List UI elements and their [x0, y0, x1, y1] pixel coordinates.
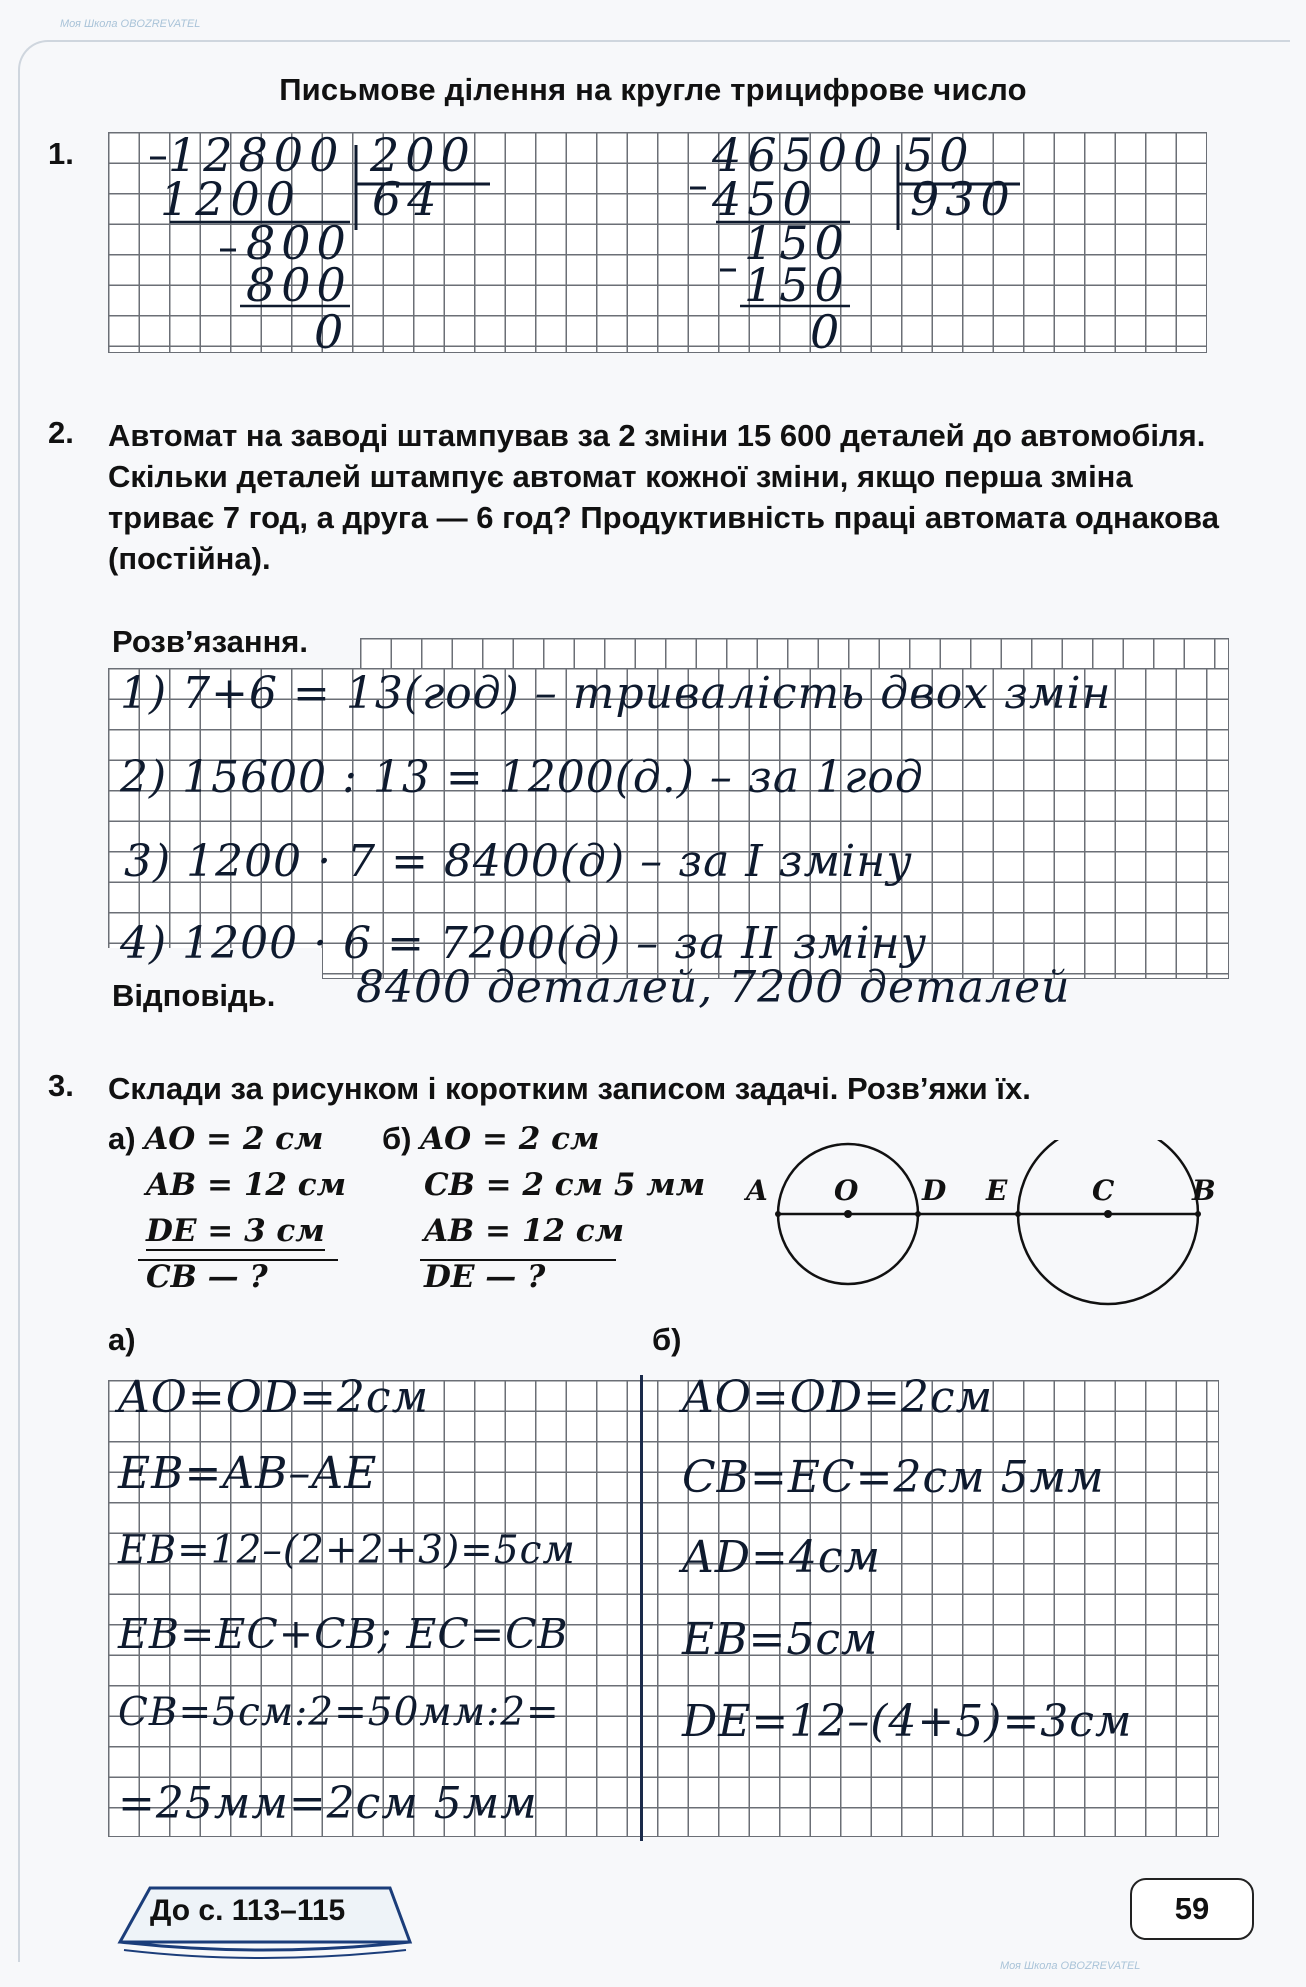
sub1-a: 1200 [160, 172, 302, 226]
quotient-b: 930 [910, 172, 1016, 226]
divisor-b: 50 [904, 128, 975, 182]
condition-a-line-1: AO = 2 см [144, 1121, 324, 1157]
solution-a-line-6: =25мм=2см 5мм [118, 1778, 538, 1829]
task2-text: Автомат на заводі штампував за 2 зміни 15 600 деталей до автомобіля. Скільки деталей штампує автомат кожної зміни, якщо перша зміна триває 7 год, а друга — 6 год? Продуктивність праці автомата однакова (постійна). [108, 418, 1219, 576]
solution-step-1: 1) 7+6 = 13(год) – тривалість двох змін [120, 668, 1112, 719]
rem1-b: 150 [744, 216, 850, 270]
solution-b-line-4: EB=5см [682, 1614, 879, 1665]
rem2-a: 0 [314, 305, 350, 359]
solution-a-line-5: CB=5см:2=50мм:2= [118, 1690, 560, 1735]
solution-b-line-1: AO=OD=2см [682, 1372, 994, 1423]
point-a-label: A [746, 1174, 768, 1207]
solution-b-label: б) [652, 1322, 682, 1357]
page-title: Письмове ділення на кругле трицифрове число [279, 72, 1027, 107]
solution-label: Розв’язання. [112, 624, 308, 659]
solution-b-line-2: CB=EC=2см 5мм [682, 1452, 1105, 1503]
point-e-label: E [986, 1174, 1008, 1207]
condition-b-line-1: AO = 2 см [420, 1121, 600, 1157]
condition-a-line-2: AB = 12 см [146, 1167, 347, 1203]
task2-grid-top [360, 638, 1229, 670]
sub1-b: 450 [712, 172, 818, 226]
sub2-a: 800 [246, 258, 352, 312]
page-number: 59 [1130, 1878, 1254, 1940]
point-d-label: D [922, 1174, 947, 1207]
divisor-a: 200 [370, 128, 476, 182]
condition-a-line-4: CB — ? [146, 1259, 268, 1295]
circles-diagram [730, 1140, 1250, 1320]
condition-a-line-3: DE = 3 см [146, 1213, 325, 1249]
answer-label: Відповідь. [112, 978, 276, 1013]
solution-divider [640, 1375, 643, 1841]
task1-number: 1. [48, 136, 74, 171]
point-c-label: C [1092, 1174, 1115, 1207]
dividend-b: 46500 [712, 128, 889, 182]
condition-b-label: б) [382, 1121, 412, 1156]
solution-step-2: 2) 15600 : 13 = 1200(д.) – за 1год [120, 752, 924, 803]
solution-a-line-3: EB=12–(2+2+3)=5см [118, 1528, 576, 1573]
point-o-label: O [834, 1174, 859, 1207]
point-b-label: B [1192, 1174, 1216, 1207]
division-lines-b [680, 140, 1040, 350]
answer-value: 8400 деталей, 7200 деталей [356, 962, 1071, 1013]
solution-b-line-5: DE=12–(4+5)=3см [682, 1696, 1133, 1747]
rem2-b: 0 [810, 305, 846, 359]
division-lines-a [140, 140, 500, 350]
condition-b-line-4: DE — ? [424, 1259, 546, 1295]
solution-a-line-4: EB=EC+CB; EC=CB [118, 1610, 569, 1658]
watermark: Моя Школа OBOZREVATEL [1000, 1960, 1141, 1972]
condition-b [382, 1116, 705, 1300]
solution-step-3: 3) 1200 · 7 = 8400(д) – за І зміну [124, 836, 913, 887]
quotient-a: 64 [372, 172, 443, 226]
condition-a [108, 1116, 346, 1300]
condition-b-line-2: CB = 2 см 5 мм [424, 1167, 706, 1203]
rem1-a: 800 [246, 216, 352, 270]
condition-b-rule [420, 1259, 616, 1261]
book-reference-text: До с. 113–115 [150, 1894, 346, 1927]
sub2-b: 150 [744, 258, 850, 312]
condition-a-label: а) [108, 1121, 136, 1156]
task3-text: Склади за рисунком і коротким записом задачі. Розв’яжи їх. [108, 1071, 1031, 1106]
task2-number: 2. [48, 415, 74, 450]
dividend-a: 12800 [168, 128, 345, 182]
solution-a-line-2: EB=AB–AE [118, 1448, 378, 1499]
condition-a-rule [138, 1259, 338, 1261]
solution-a-label: а) [108, 1322, 136, 1357]
condition-b-line-3: AB = 12 см [424, 1213, 625, 1249]
solution-step-4: 4) 1200 · 6 = 7200(д) – за ІІ зміну [120, 918, 928, 969]
solution-a-line-1: AO=OD=2см [118, 1372, 430, 1423]
solution-b-line-3: AD=4см [682, 1532, 882, 1583]
watermark: Моя Школа OBOZREVATEL [60, 18, 201, 30]
task3-number: 3. [48, 1068, 74, 1103]
